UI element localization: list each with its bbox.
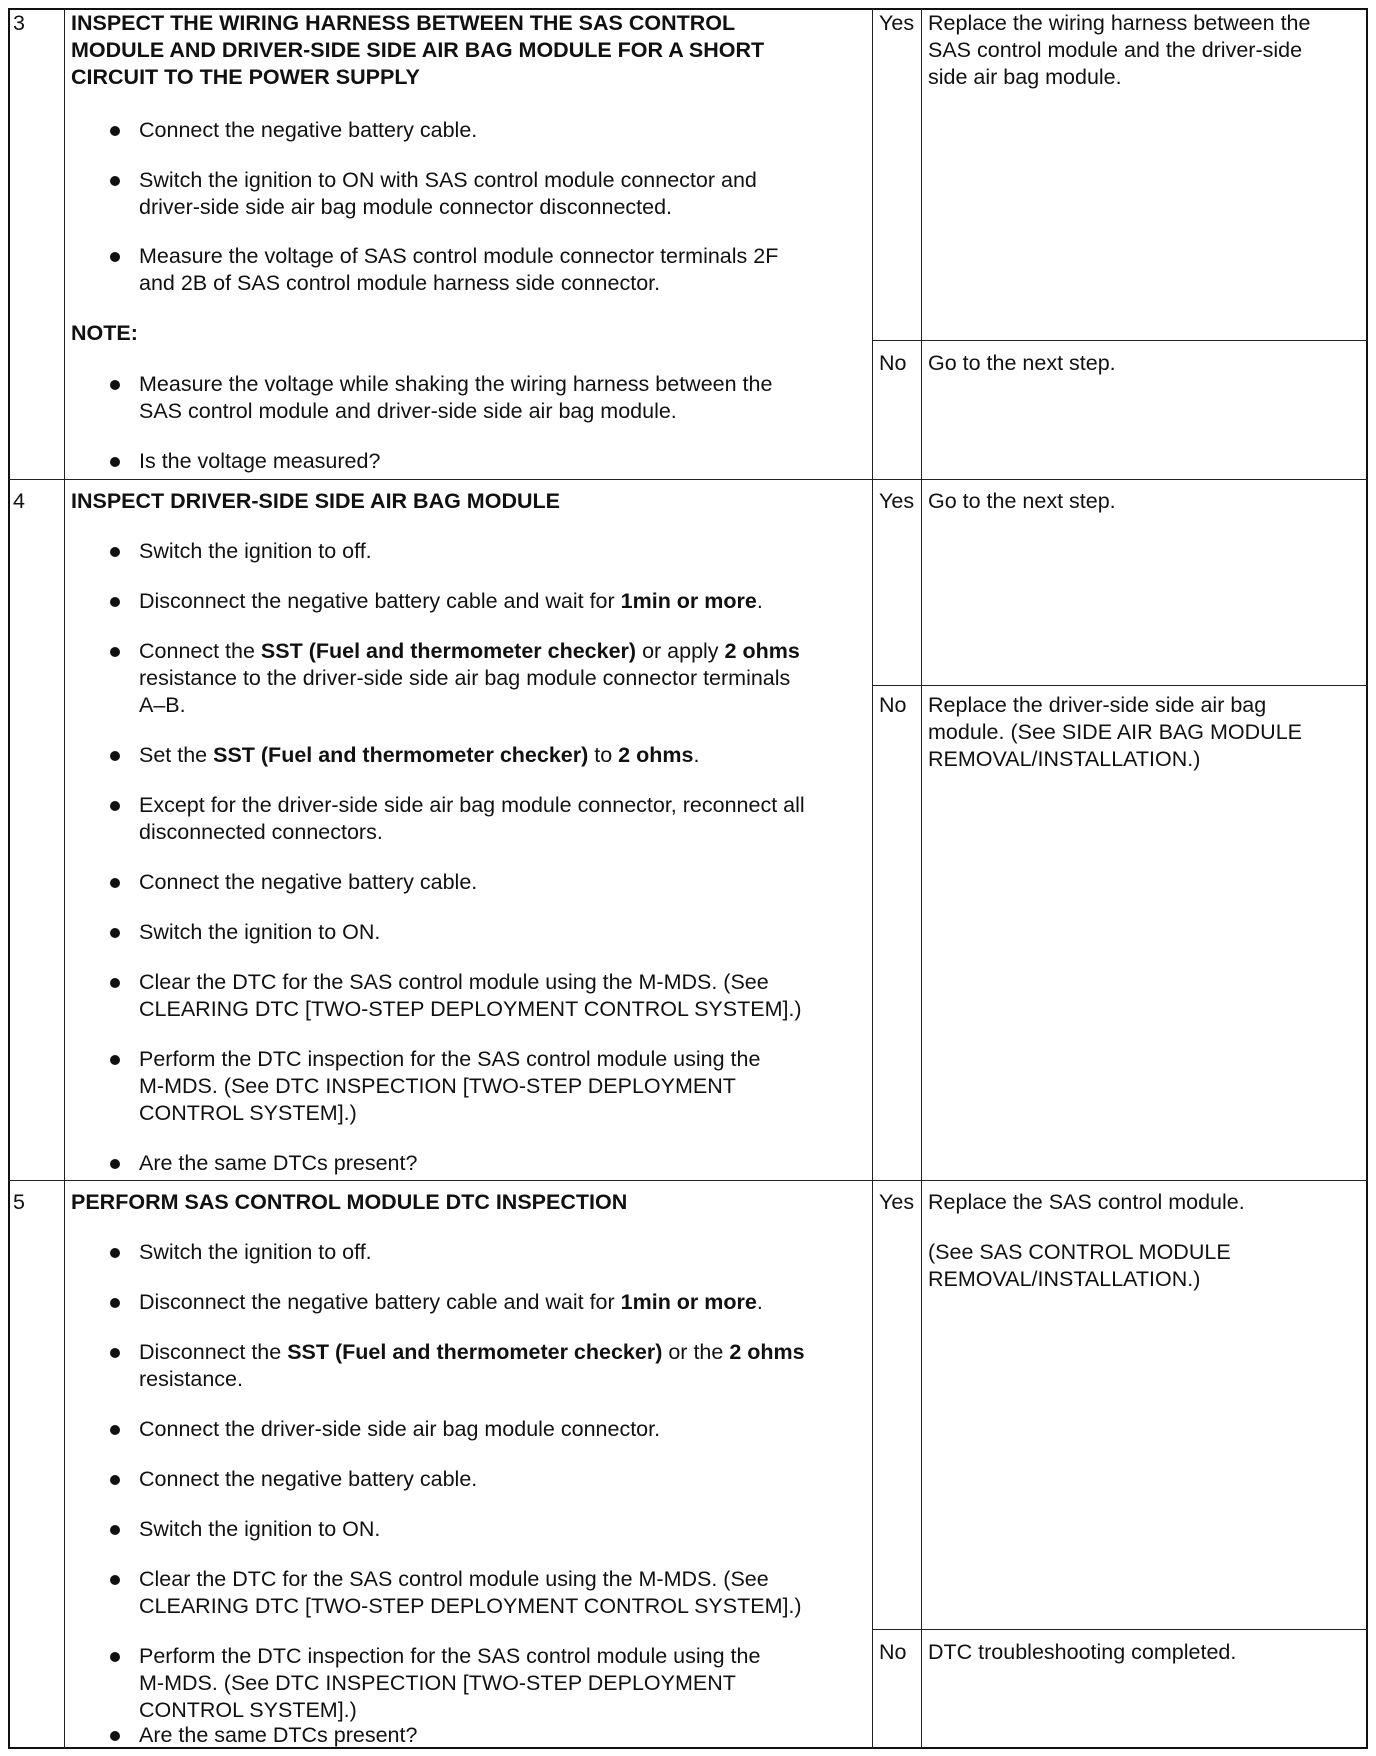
bullet-icon (110, 928, 120, 938)
instruction-text: Switch the ignition to ON. (139, 920, 381, 944)
bullet-icon (110, 1348, 120, 1358)
instruction-text: Clear the DTC for the SAS control module using the M-MDS. (See (139, 970, 769, 994)
instruction-text: Measure the voltage of SAS control module connector terminals 2F (139, 244, 779, 268)
bullet-icon (110, 126, 120, 136)
instruction-text (139, 742, 699, 769)
yes-label: Yes (879, 11, 915, 35)
instruction-text: Perform the DTC inspection for the SAS control module using the (139, 1644, 761, 1668)
no-label: No (879, 1640, 907, 1664)
text-part: Disconnect the negative battery cable and wait for (139, 589, 621, 613)
yes-action: SAS control module and the driver-side (928, 38, 1303, 62)
bullet-icon (110, 1248, 120, 1258)
yes-action: REMOVAL/INSTALLATION.) (928, 1267, 1201, 1291)
step-number: 5 (13, 1190, 25, 1214)
instruction-text: Connect the driver-side side air bag module connector. (139, 1417, 661, 1441)
note-label: NOTE: (71, 321, 138, 345)
bullet-icon (110, 380, 120, 390)
instruction-text: resistance. (139, 1367, 243, 1391)
instruction-text: M-MDS. (See DTC INSPECTION [TWO-STEP DEPLOYMENT (139, 1671, 736, 1695)
bullet-icon (110, 547, 120, 557)
bullet-icon (110, 1525, 120, 1535)
no-action: REMOVAL/INSTALLATION.) (928, 747, 1201, 771)
row-divider-4-5 (8, 1180, 1368, 1181)
instruction-text: Clear the DTC for the SAS control module using the M-MDS. (See (139, 1567, 769, 1591)
text-part: SST (Fuel and thermometer checker) (213, 743, 589, 767)
instruction-text (139, 1339, 805, 1366)
step-title: INSPECT THE WIRING HARNESS BETWEEN THE SAS CONTROL (71, 11, 736, 35)
bullet-icon (110, 878, 120, 888)
text-part: or apply (636, 639, 725, 663)
instruction-text: SAS control module and driver-side side air bag module. (139, 399, 677, 423)
row-5-yes-no-divider (872, 1629, 1368, 1630)
bullet-icon (110, 801, 120, 811)
instruction-text: Except for the driver-side side air bag module connector, reconnect all (139, 793, 805, 817)
yes-action: side air bag module. (928, 65, 1122, 89)
instruction-text: CLEARING DTC [TWO-STEP DEPLOYMENT CONTROL SYSTEM].) (139, 997, 802, 1021)
number-column-divider (64, 8, 65, 1749)
step-title: INSPECT DRIVER-SIDE SIDE AIR BAG MODULE (71, 489, 560, 513)
instruction-text: driver-side side air bag module connector disconnected. (139, 195, 673, 219)
yes-action: Replace the wiring harness between the (928, 11, 1311, 35)
instruction-text: Connect the negative battery cable. (139, 870, 478, 894)
text-part: . (756, 589, 763, 613)
result-column-divider (921, 8, 922, 1749)
bullet-icon (110, 1731, 120, 1741)
bullet-icon (110, 1475, 120, 1485)
instruction-text: CLEARING DTC [TWO-STEP DEPLOYMENT CONTROL SYSTEM].) (139, 1594, 802, 1618)
yes-label: Yes (879, 489, 915, 513)
bullet-icon (110, 457, 120, 467)
step-column-divider (872, 8, 873, 1749)
bullet-icon (110, 751, 120, 761)
instruction-text (139, 638, 800, 665)
text-part: 2 ohms (724, 639, 800, 663)
question-text: Are the same DTCs present? (139, 1723, 418, 1747)
yes-action: Go to the next step. (928, 489, 1116, 513)
bullet-icon (110, 1575, 120, 1585)
no-label: No (879, 351, 907, 375)
row-3-yes-no-divider (872, 340, 1368, 341)
no-action: module. (See SIDE AIR BAG MODULE (928, 720, 1302, 744)
instruction-text: Measure the voltage while shaking the wiring harness between the (139, 372, 773, 396)
text-part: Set the (139, 743, 214, 767)
question-text: Is the voltage measured? (139, 449, 381, 473)
row-divider-3-4 (8, 479, 1368, 480)
bullet-icon (110, 1159, 120, 1169)
instruction-text: Connect the negative battery cable. (139, 1467, 478, 1491)
instruction-text: Switch the ignition to ON with SAS control module connector and (139, 168, 757, 192)
bullet-icon (110, 1055, 120, 1065)
text-part: 2 ohms (618, 743, 694, 767)
yes-label: Yes (879, 1190, 915, 1214)
bullet-icon (110, 1425, 120, 1435)
instruction-text: Connect the negative battery cable. (139, 118, 478, 142)
step-title: PERFORM SAS CONTROL MODULE DTC INSPECTION (71, 1190, 628, 1214)
instruction-text: Switch the ignition to off. (139, 539, 372, 563)
instruction-text: disconnected connectors. (139, 820, 383, 844)
text-part: 2 ohms (729, 1340, 805, 1364)
no-action: Go to the next step. (928, 351, 1116, 375)
step-title: MODULE AND DRIVER-SIDE SIDE AIR BAG MODULE FOR A SHORT (71, 38, 765, 62)
no-label: No (879, 693, 907, 717)
instruction-text: CONTROL SYSTEM].) (139, 1698, 357, 1722)
step-title: CIRCUIT TO THE POWER SUPPLY (71, 65, 420, 89)
instruction-text: resistance to the driver-side side air bag module connector terminals (139, 666, 791, 690)
text-part: 1min or more (620, 1290, 757, 1314)
bullet-icon (110, 1652, 120, 1662)
no-action: DTC troubleshooting completed. (928, 1640, 1237, 1664)
bullet-icon (110, 252, 120, 262)
text-part: SST (Fuel and thermometer checker) (287, 1340, 663, 1364)
text-part: 1min or more (620, 589, 757, 613)
question-text: Are the same DTCs present? (139, 1151, 418, 1175)
text-part: to (588, 743, 619, 767)
bullet-icon (110, 176, 120, 186)
step-number: 3 (13, 11, 25, 35)
instruction-text (139, 1289, 763, 1316)
instruction-text (139, 588, 763, 615)
bullet-icon (110, 978, 120, 988)
text-part: Connect the (139, 639, 261, 663)
instruction-text: CONTROL SYSTEM].) (139, 1101, 357, 1125)
text-part: SST (Fuel and thermometer checker) (260, 639, 637, 663)
bullet-icon (110, 597, 120, 607)
step-number: 4 (13, 489, 25, 513)
instruction-text: A–B. (139, 693, 186, 717)
text-part: Disconnect the negative battery cable and wait for (139, 1290, 621, 1314)
instruction-text: Switch the ignition to ON. (139, 1517, 381, 1541)
row-4-yes-no-divider (872, 685, 1368, 686)
text-part: . (693, 743, 700, 767)
instruction-text: Perform the DTC inspection for the SAS control module using the (139, 1047, 761, 1071)
bullet-icon (110, 647, 120, 657)
instruction-text: and 2B of SAS control module harness side connector. (139, 271, 661, 295)
yes-action: Replace the SAS control module. (928, 1190, 1245, 1214)
no-action: Replace the driver-side side air bag (928, 693, 1267, 717)
bullet-icon (110, 1298, 120, 1308)
text-part: Disconnect the (139, 1340, 288, 1364)
yes-action: (See SAS CONTROL MODULE (928, 1240, 1231, 1264)
instruction-text: M-MDS. (See DTC INSPECTION [TWO-STEP DEPLOYMENT (139, 1074, 736, 1098)
instruction-text: Switch the ignition to off. (139, 1240, 372, 1264)
text-part: or the (662, 1340, 730, 1364)
text-part: . (756, 1290, 763, 1314)
